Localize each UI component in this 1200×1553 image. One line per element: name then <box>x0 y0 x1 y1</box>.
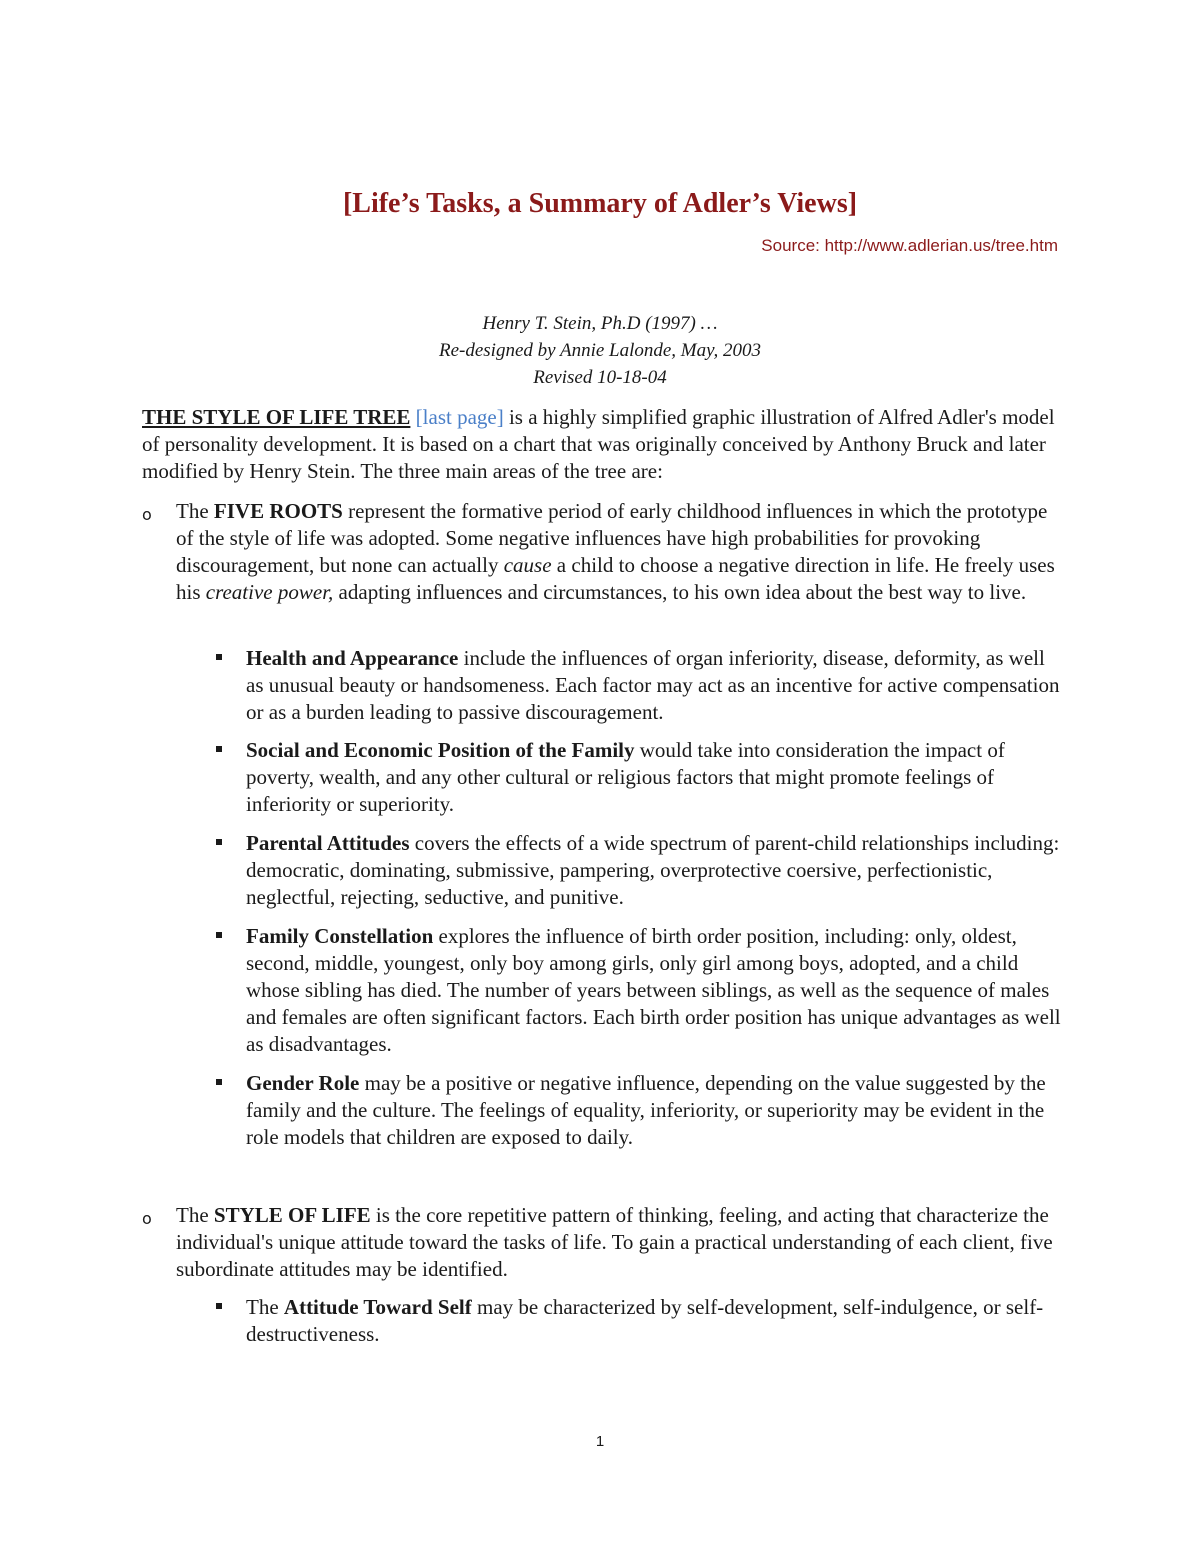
level2-bullet <box>216 1303 222 1309</box>
page-number: 1 <box>595 1433 605 1450</box>
level2-bullet <box>216 654 222 660</box>
intro-lead: THE STYLE OF LIFE TREE <box>142 405 411 429</box>
level2-bullet <box>216 839 222 845</box>
level2-bullet <box>216 746 222 752</box>
byline-redesign: Re-designed by Annie Lalonde, May, 2003 <box>438 340 762 361</box>
level1-bullet: o <box>142 1209 152 1228</box>
source-line: Source: http://www.adlerian.us/tree.htm <box>761 236 1058 255</box>
style-of-life-term: STYLE OF LIFE <box>213 1203 371 1227</box>
five-roots-term: FIVE ROOTS <box>213 499 343 523</box>
root-item-family-constellation: Family Constellation explores the influence of birth order position, including: only, oldest, second, middle, youngest, only boy among girls, only girl among boys, adopted, and a child whose sibling has died. The number of years between siblings, as well as the sequence of males and females are often significant factors. Each birth order position has unique advantages as well as disadvantages. <box>246 924 1061 1056</box>
level1-bullet: o <box>142 505 152 524</box>
document-title: [Life’s Tasks, a Summary of Adler’s Views] <box>342 188 858 219</box>
intro-text: is a highly simplified graphic illustration of Alfred Adler's model of personality development. It is based on a chart that was originally conceived by Anthony Bruck and later modified by Henry Stein. The three main areas of the tree are: <box>142 405 1055 483</box>
root-item-gender-role: Gender Role may be a positive or negative influence, depending on the value suggested by the family and the culture. The feelings of equality, inferiority, or superiority may be evident in the role models that children are exposed to daily. <box>246 1071 1046 1149</box>
style-of-life-paragraph: The STYLE OF LIFE is the core repetitive pattern of thinking, feeling, and acting that characterize the individual's unique attitude toward the tasks of life. To gain a practical understanding of each client, five subordinate attitudes may be identified. <box>176 1203 1053 1281</box>
intro-paragraph <box>142 404 1062 485</box>
root-item-parental-attitudes: Parental Attitudes covers the effects of a wide spectrum of parent-child relationships including: democratic, dominating, submissive, pampering, overprotective coersive, perfectionistic, neglectful, rejecting, seductive, and punitive. <box>246 831 1060 909</box>
style-item-attitude-toward-self: The Attitude Toward Self may be characterized by self-development, self-indulgence, or self-destructiveness. <box>246 1295 1044 1346</box>
five-roots-paragraph: The FIVE ROOTS represent the formative period of early childhood influences in which the prototype of the style of life was adopted. Some negative influences have high probabilities for provoking discouragement, but none can actually cause a child to choose a negative direction in life. He freely uses his creative power, adapting influences and circumstances, to his own idea about the best way to live. <box>176 499 1055 604</box>
byline-author: Henry T. Stein, Ph.D (1997) … <box>482 313 718 334</box>
byline-revised: Revised 10-18-04 <box>533 367 667 388</box>
last-page-link[interactable]: [last page] <box>415 405 504 429</box>
root-item-health: Health and Appearance include the influences of organ inferiority, disease, deformity, as well as unusual beauty or handsomeness. Each factor may act as an incentive for active compensation or as a burden leading to passive discouragement. <box>246 646 1060 724</box>
level2-bullet <box>216 1079 222 1085</box>
root-item-social-economic: Social and Economic Position of the Family would take into consideration the impact of poverty, wealth, and any other cultural or religious factors that might promote feelings of inferiority or superiority. <box>246 738 1005 816</box>
level2-bullet <box>216 932 222 938</box>
